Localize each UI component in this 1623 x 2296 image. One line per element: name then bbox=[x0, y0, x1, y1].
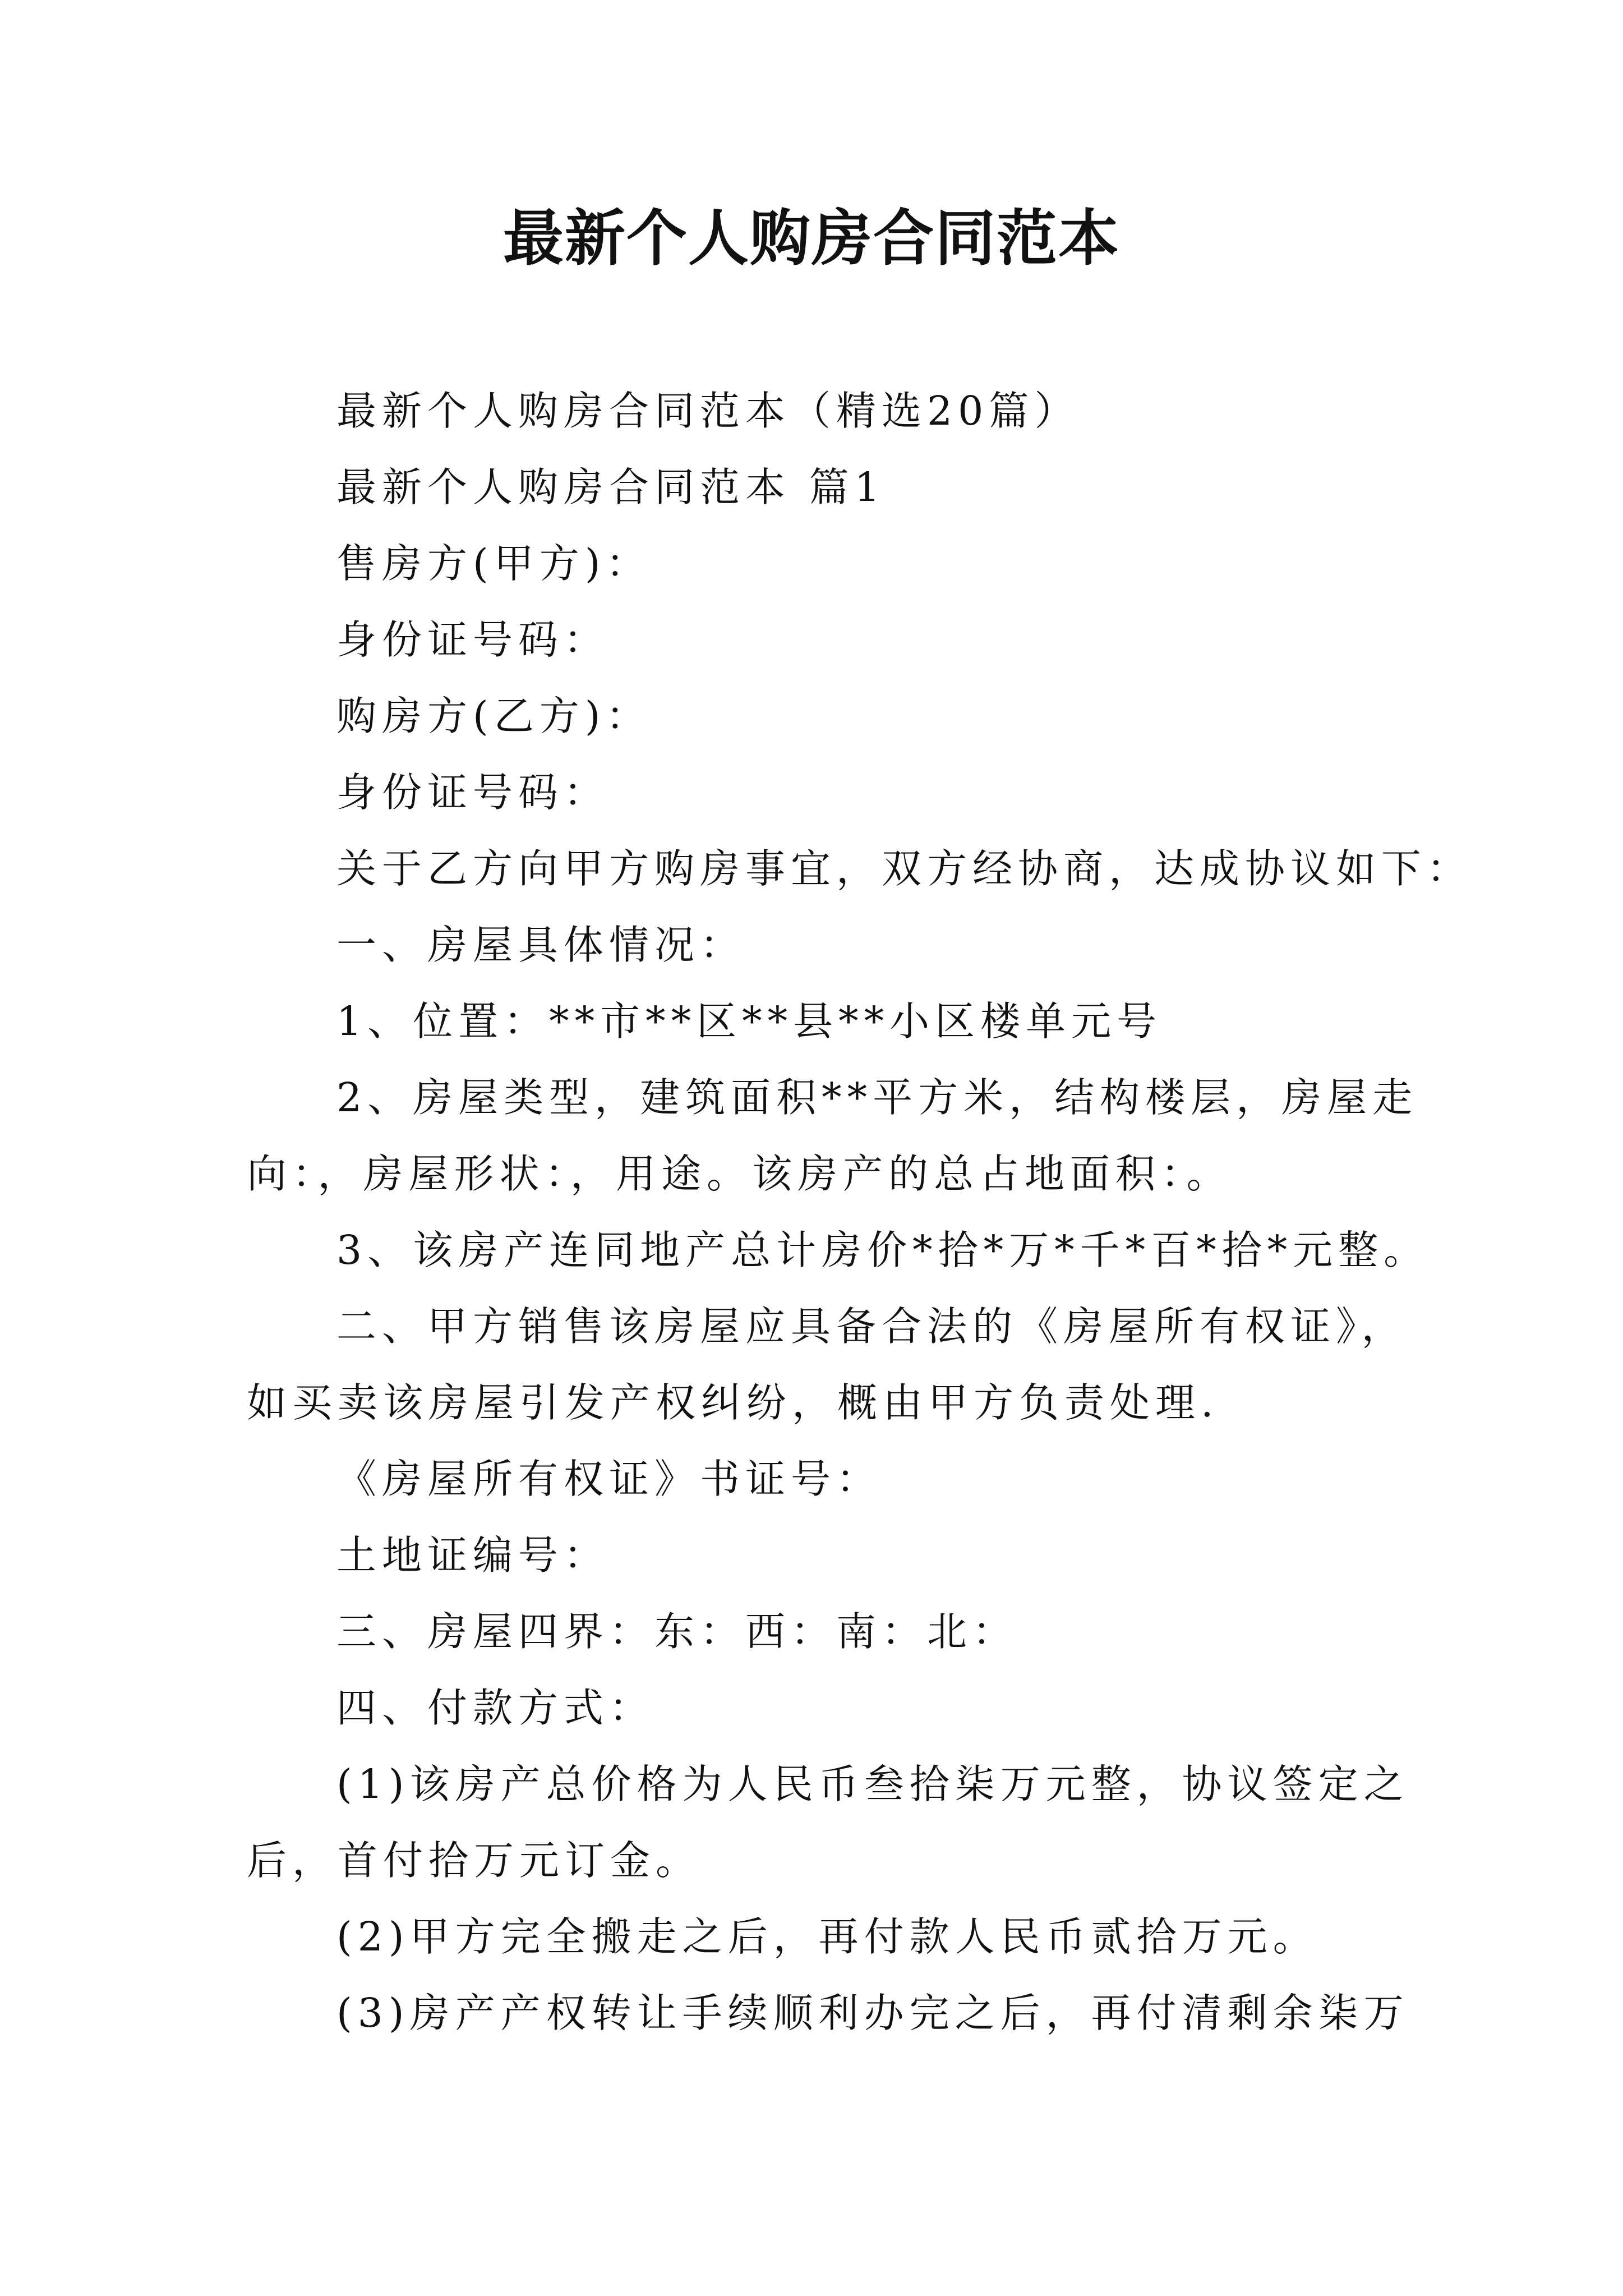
paragraph-line: (1)该房产总价格为人民币叁拾柒万元整，协议签定之 bbox=[336, 1761, 1409, 1807]
paragraph-line: 向：，房屋形状：，用途。该房产的总占地面积：。 bbox=[247, 1151, 1232, 1197]
document-body bbox=[247, 373, 1473, 2051]
paragraph-line: 四、付款方式： bbox=[336, 1685, 655, 1731]
paragraph-line: (3)房产产权转让手续顺利办完之后，再付清剩余柒万 bbox=[336, 1990, 1409, 2036]
paragraph-line: 如买卖该房屋引发产权纠纷，概由甲方负责处理. bbox=[247, 1379, 1219, 1426]
paragraph-line: 购房方(乙方)： bbox=[336, 693, 652, 739]
paragraph-line: 身份证号码： bbox=[336, 769, 610, 816]
paragraph-line: 土地证编号： bbox=[336, 1532, 610, 1579]
paragraph-line: 一、房屋具体情况： bbox=[336, 922, 746, 968]
paragraph-line: 二、甲方销售该房屋应具备合法的《房屋所有权证》， bbox=[336, 1303, 1407, 1350]
paragraph-line: (2)甲方完全搬走之后，再付款人民币贰拾万元。 bbox=[336, 1913, 1318, 1960]
paragraph-line: 身份证号码： bbox=[336, 616, 610, 663]
document-title: 最新个人购房合同范本 bbox=[502, 203, 1120, 274]
paragraph-line: 1、位置：**市**区**县**小区楼单元号 bbox=[336, 998, 1163, 1045]
paragraph-line: 关于乙方向甲方购房事宜，双方经协商，达成协议如下： bbox=[336, 845, 1473, 892]
paragraph-line: 3、该房产连同地产总计房价*拾*万*千*百*拾*元整。 bbox=[336, 1227, 1430, 1273]
paragraph-line: 《房屋所有权证》书证号： bbox=[336, 1456, 882, 1502]
paragraph-line: 三、房屋四界：东：西：南：北： bbox=[336, 1608, 1018, 1655]
paragraph-line: 售房方(甲方)： bbox=[336, 540, 652, 587]
paragraph-line: 后，首付拾万元订金。 bbox=[247, 1837, 702, 1884]
paragraph-line: 最新个人购房合同范本（精选20篇） bbox=[336, 388, 1080, 434]
paragraph-line: 最新个人购房合同范本 篇1 bbox=[336, 464, 886, 510]
paragraph-line: 2、房屋类型，建筑面积**平方米，结构楼层，房屋走 bbox=[336, 1074, 1418, 1121]
